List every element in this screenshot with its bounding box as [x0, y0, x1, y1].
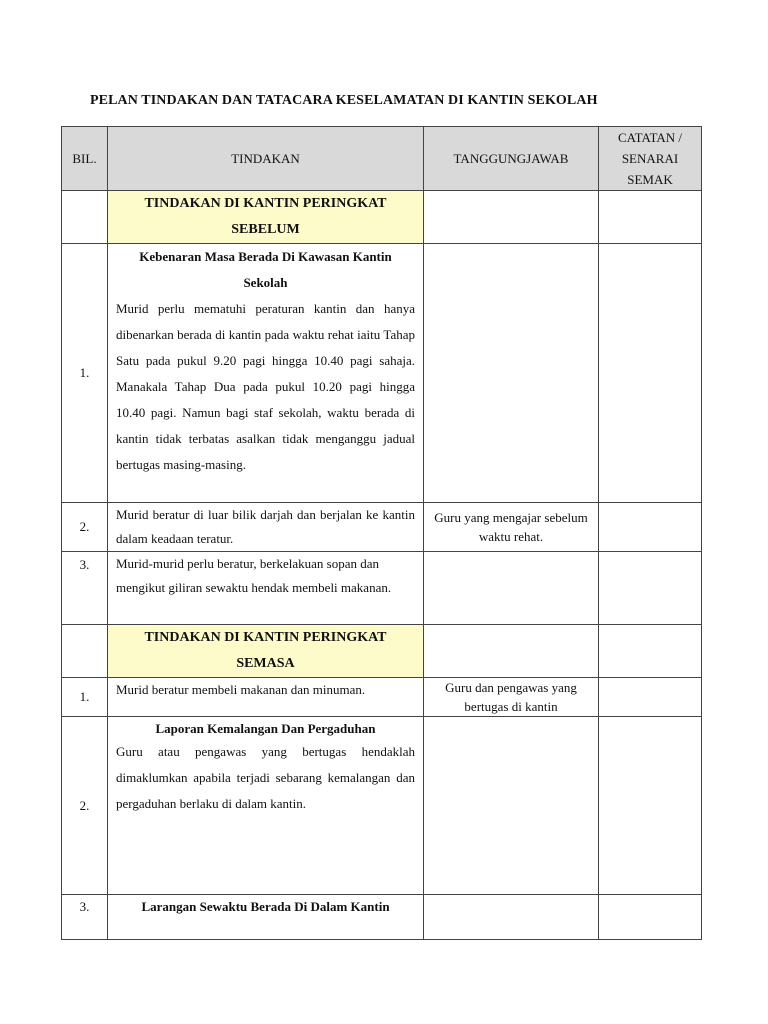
action-cell — [108, 503, 424, 552]
responsibility-cell — [424, 895, 599, 940]
row-number: 3. — [62, 895, 108, 940]
action-cell — [108, 244, 424, 503]
action-cell — [108, 552, 424, 625]
checklist-cell — [599, 552, 702, 625]
action-cell — [108, 895, 424, 940]
empty-cell — [599, 625, 702, 678]
action-title: Laporan Kemalangan Dan Pergaduhan — [155, 721, 376, 736]
responsibility-cell: Guru yang mengajar sebelum waktu rehat. — [424, 503, 599, 552]
header-row — [62, 127, 702, 191]
checklist-cell — [599, 895, 702, 940]
checklist-cell — [599, 244, 702, 503]
header-catatan: CATATAN / SENARAI SEMAK — [599, 127, 702, 191]
empty-cell — [599, 191, 702, 244]
table-row — [62, 503, 702, 552]
empty-cell — [424, 191, 599, 244]
empty-cell — [424, 625, 599, 678]
responsibility-cell: Guru dan pengawas yang bertugas di kantin — [424, 678, 599, 717]
responsibility-cell — [424, 244, 599, 503]
header-tindakan: TINDAKAN — [108, 127, 424, 191]
action-cell — [108, 678, 424, 717]
table-row — [62, 717, 702, 895]
page-title: PELAN TINDAKAN DAN TATACARA KESELAMATAN DI KANTIN SEKOLAH — [90, 93, 598, 108]
row-number: 1. — [62, 678, 108, 717]
responsibility-cell — [424, 717, 599, 895]
action-text: Murid beratur di luar bilik darjah dan berjalan ke kantin dalam keadaan teratur. — [116, 507, 415, 546]
action-text: Murid beratur membeli makanan dan minuman. — [116, 682, 366, 697]
action-plan-table — [61, 126, 702, 940]
action-cell — [108, 717, 424, 895]
row-number: 2. — [62, 717, 108, 895]
table-row — [62, 678, 702, 717]
table-row — [62, 552, 702, 625]
action-text: Murid perlu mematuhi peraturan kantin dan hanya dibenarkan berada di kantin pada waktu rehat iaitu Tahap Satu pada pukul 9.20 pagi hingga 10.40 pagi sahaja. Manakala Tahap Dua pada pukul 10.20 pagi hingga 10.40 pagi. Namun bagi staf sekolah, waktu berada di kantin tidak terbatas asalkan tidak menganggu jadual bertugas masing-masing. — [116, 301, 415, 472]
header-bil: BIL. — [62, 127, 108, 191]
table-row — [62, 244, 702, 503]
checklist-cell — [599, 503, 702, 552]
section-row — [62, 191, 702, 244]
row-number: 1. — [62, 244, 108, 503]
responsibility-cell — [424, 552, 599, 625]
section-heading-semasa: TINDAKAN DI KANTIN PERINGKAT SEMASA — [108, 625, 424, 678]
action-title: Kebenaran Masa Berada Di Kawasan Kantin Sekolah — [139, 249, 392, 290]
row-number: 3. — [62, 552, 108, 625]
empty-cell — [62, 625, 108, 678]
section-heading-sebelum: TINDAKAN DI KANTIN PERINGKAT SEBELUM — [108, 191, 424, 244]
header-tanggungjawab: TANGGUNGJAWAB — [424, 127, 599, 191]
section-row — [62, 625, 702, 678]
table-row — [62, 895, 702, 940]
empty-cell — [62, 191, 108, 244]
row-number: 2. — [62, 503, 108, 552]
action-text: Guru atau pengawas yang bertugas hendaklah dimaklumkan apabila terjadi sebarang kemalangan dan pergaduhan berlaku di dalam kantin. — [116, 744, 415, 811]
checklist-cell — [599, 717, 702, 895]
action-title: Larangan Sewaktu Berada Di Dalam Kantin — [141, 899, 390, 914]
action-text: Murid-murid perlu beratur, berkelakuan sopan dan mengikut giliran sewaktu hendak membeli makanan. — [116, 556, 392, 595]
checklist-cell — [599, 678, 702, 717]
